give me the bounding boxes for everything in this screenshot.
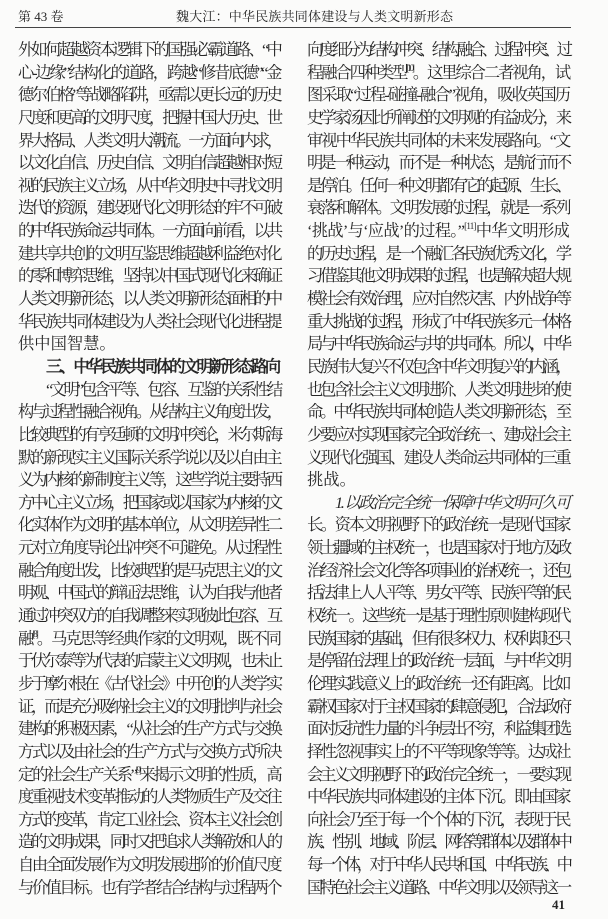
text-line: 步于摩尔根在《古代社会》中开创的人类学实 [18, 673, 280, 693]
text-segment: ‘挑战’与‘应战’的过程。” [307, 221, 465, 241]
text-line: 也包含社会主义文明进阶、人类文明进步的使 [307, 379, 569, 399]
text-line: 审视中华民族共同体的未来发展路向。“文 [307, 130, 570, 150]
text-line: 界大格局、人类文明大潮流。一方面向内求， [18, 130, 280, 150]
text-line: 是停泊。任何一种文明都有它的起源、生长、 [307, 175, 569, 195]
text-line: 外如何超越资本逻辑下的国强必霸道路、“中 [18, 40, 280, 59]
text-segment: 。这里综合二者视角，试 [412, 62, 569, 82]
text-line: 明是一种运动，而不是一种状态，是航行而不 [307, 153, 569, 173]
text-line [18, 764, 280, 787]
text-line: 局与中华民族命运与共的共同体。所以，中华 [307, 334, 569, 354]
text-line: 自由全面发展作为文明发展进阶的价值尺度 [18, 855, 280, 875]
text-segment: 中华文明形成 [475, 221, 569, 241]
text-line: 通过冲突双方的自我调整来实现彼此包容、互 [18, 606, 280, 626]
text-line [18, 628, 280, 651]
text-line: 迭代的资源，建设现代化文明形态的牢不可破 [18, 198, 280, 218]
text-line: 心-边缘”结构化的道路，跨越“修昔底德”“金 [18, 62, 280, 82]
text-line: 的历史过程，是一个融汇各民族优秀文化，学 [307, 243, 569, 263]
text-line: 方中心主义立场，把国家或以国家为内核的文 [18, 492, 280, 512]
text-line: 每一个体，对于中华人民共和国、中华民族、中 [307, 855, 570, 875]
text-line: 德尔伯格”等战略陷阱，亟需以更长远的历史 [18, 85, 280, 105]
text-line: 图采取“过程-碰撞-融合”视角，吸收英国历 [307, 85, 569, 105]
left-column [18, 39, 280, 899]
text-line: 的中华民族命运共同体。一方面向前看，以共 [18, 221, 280, 241]
text-line: 向社会乃至于每一个个体的下沉，表现于民 [307, 809, 569, 829]
text-segment: 程融合四种类型 [307, 62, 407, 82]
text-line: 模社会有效治理，应对自然灾害、内外战争等 [307, 289, 569, 309]
text-line: 的零和博弈思维，坚持以中国式现代化来确证 [18, 266, 280, 286]
text-line: 伦理实践意义上的政治统一还有距离。比如 [307, 673, 569, 693]
text-line: 造的文明成果，同时又把追求人类解放和人的 [18, 832, 280, 852]
text-line: 建共享共创的文明互鉴思维超越利益绝对化 [18, 243, 280, 263]
text-line: 义现代化强国、建设人类命运共同体的三重 [307, 447, 569, 467]
text-line: 构与过程性融合视角。从结构主义角度出发， [18, 402, 280, 422]
text-line: “文明”包含平等、包容、互鉴的关系性结 [46, 379, 281, 399]
text-line: 明观、中国式的辩证法思维，认为自我与他者 [18, 583, 280, 603]
text-line: 命。中华民族共同体创造人类文明新形态，至 [307, 402, 569, 422]
text-line: 化实体作为文明的基本单位，从文明差异性二 [18, 515, 280, 535]
header-rule [15, 27, 571, 28]
text-line: 默的新现实主义国际关系学说以及以自由主 [18, 447, 280, 467]
running-title: 魏大江：中华民族共同体建设与人类文明新形态 [176, 9, 454, 24]
text-line [307, 220, 569, 243]
text-line: 融合角度出发，比较典型的是马克思主义的文 [18, 560, 280, 580]
text-line: 以文化自信、历史自信、文明自信超越相对短 [18, 153, 280, 173]
text-line: 面对反抗性力量的斗争层出不穷，利益集团选 [307, 719, 569, 739]
volume-label: 第 43 卷 [18, 9, 64, 24]
text-line: 元对立角度导论出冲突不可避免。从过程性 [18, 538, 280, 558]
text-line: 是停留在法理上的政治统一层面，与中华文明 [307, 651, 569, 671]
text-line: 比较典型的有亨廷顿的文明冲突论，米尔斯海 [18, 424, 280, 444]
text-line: 挑战。 [307, 470, 356, 490]
text-line: 中华民族共同体建设的主体下沉。即由国家 [307, 787, 569, 807]
text-line: 衰落和解体。文明发展的过程，就是一系列 [307, 198, 569, 218]
text-line: 民族伟大复兴不仅包含中华文明复兴的内涵， [307, 356, 569, 376]
subsection-heading: 1. 以政治完全统一保障中华文明可久可 [335, 492, 569, 512]
text-line: 国特色社会主义道路、中华文明以及领导这一 [307, 877, 569, 897]
text-line: 人类文明新形态，以人类文明新形态面相的中 [18, 289, 280, 309]
text-line: 史学家汤因比所阐述的文明观的有益成分，来 [307, 107, 569, 127]
text-line: 权统一。这些统一是基于理性原则建构现代 [307, 606, 569, 626]
citation-ref: [9] [135, 764, 140, 775]
text-line: 霸权国家对于主权国家的肆意侵犯，合法政府 [307, 696, 569, 716]
text-line: 领土疆域的主权统一，也是国家对于地方及政 [307, 538, 569, 558]
citation-ref: [11] [464, 221, 476, 232]
text-line: 视的民族主义立场，从中华文明史中寻找文明 [18, 175, 280, 195]
text-line: 建构的积极因素，“从社会的生产方式与交换 [18, 719, 280, 739]
text-line: 证，而是充分吸纳社会主义的文明批判与社会 [18, 696, 280, 716]
text-segment: 来揭示文明的性质，高 [139, 764, 281, 784]
page-number: 41 [552, 897, 565, 912]
text-segment: 融 [18, 628, 33, 648]
text-line: 择性忽视事实上的不平等现象等等。达成社 [307, 741, 569, 761]
text-line: 供中国智慧。 [18, 334, 116, 354]
text-line: 少要应对实现国家完全政治统一、建成社会主 [307, 424, 569, 444]
text-line: 族、性别、地域、阶层、网络等群体以及群体中 [307, 832, 570, 852]
text-line: 度重视技术变革推动的人类物质生产及交往 [18, 787, 280, 807]
text-line: 尺度和更高的文明尺度，把握中国大历史、世 [18, 107, 280, 127]
text-line: 与价值目标。也有学者结合结构与过程两个 [18, 877, 280, 897]
text-line: 向度细分为结构冲突、结构融合、过程冲突、过 [307, 40, 570, 59]
text-line: 民族国家的基础，但有很多权力、权利却还只 [307, 628, 569, 648]
text-line: 方式的变革，肯定工业社会、资本主义社会创 [18, 809, 280, 829]
text-line: 会主义文明视野下的政治完全统一，一要实现 [307, 764, 569, 784]
text-line: 括法律上人人平等、男女平等、民族平等的民 [307, 583, 569, 603]
text-line: 重大挑战的过程，形成了中华民族多元一体格 [307, 311, 569, 331]
text-line: 长。资本文明视野下的政治统一是现代国家 [307, 515, 569, 535]
text-line: 习借鉴其他文明成果的过程，也是解决超大规 [307, 266, 569, 286]
text-segment: 。马克思等经典作家的文明观，既不同 [36, 628, 280, 648]
text-line: 治经济社会文化等各项事业的治权统一，还包 [307, 560, 569, 580]
text-line: 义为内核的新制度主义等，这些学说主要持西 [18, 470, 280, 490]
text-line: 华民族共同体建设为人类社会现代化进程提 [18, 311, 280, 331]
citation-ref: [8] [32, 628, 37, 639]
text-line: 于伏尔泰等为代表的启蒙主义文明观，也未止 [18, 651, 280, 671]
citation-ref: [10] [406, 62, 413, 73]
text-segment: 定的社会生产关系” [18, 764, 136, 784]
text-line: 方式以及由社会的生产方式与交换方式所决 [18, 741, 280, 761]
right-column [307, 39, 569, 899]
section-heading: 三、中华民族共同体的文明新形态路向 [46, 356, 279, 376]
text-line [307, 62, 569, 85]
